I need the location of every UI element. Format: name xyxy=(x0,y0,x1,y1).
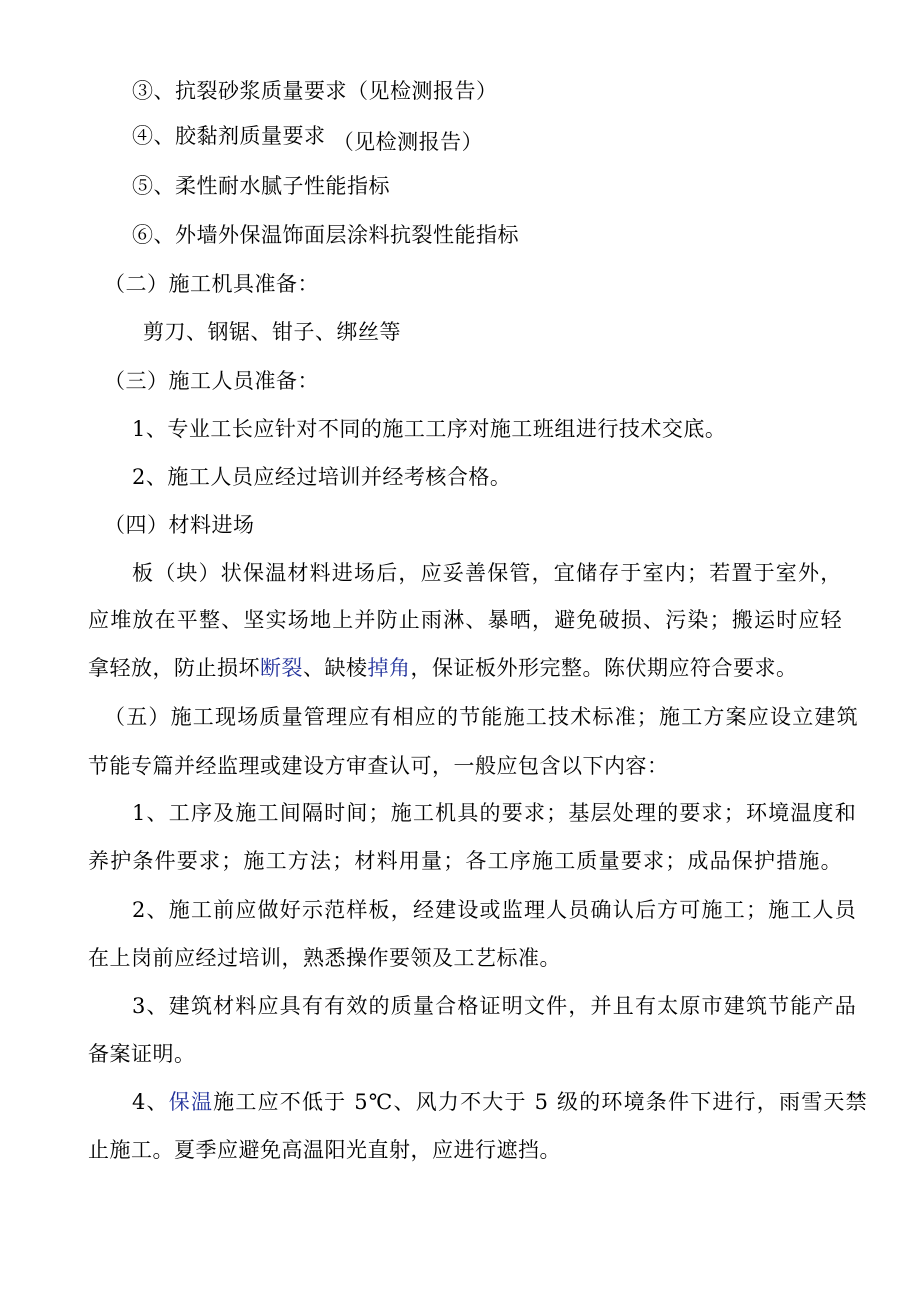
section-3-paragraph-1: 1、专业工长应针对不同的施工工序对施工班组进行技术交底。 xyxy=(132,417,727,441)
section-3-heading: （三）施工人员准备： xyxy=(104,369,319,393)
section-4-line-3-part-b: 、缺棱 xyxy=(303,656,368,680)
section-5-item-4-line-1 xyxy=(132,1088,868,1116)
section-5-line-1: （五）施工现场质量管理应有相应的节能施工技术标准；施工方案应设立建筑 xyxy=(104,705,859,729)
section-5-line-2: 节能专篇并经监理或建设方审查认可，一般应包含以下内容： xyxy=(88,754,669,778)
section-5-item-4-prefix: 4、 xyxy=(132,1090,169,1114)
section-5-item-1-line-1: 1、工序及施工间隔时间；施工机具的要求；基层处理的要求；环境温度和 xyxy=(132,801,857,825)
section-5-item-3-line-1: 3、建筑材料应具有有效的质量合格证明文件，并且有太原市建筑节能产品 xyxy=(132,994,857,1018)
section-5-item-3-line-2: 备案证明。 xyxy=(88,1042,196,1066)
link-diaojiao[interactable]: 掉角 xyxy=(367,656,411,680)
section-5-item-4-rest: 施工应不低于 5℃、风力不大于 5 级的环境条件下进行，雨雪天禁 xyxy=(213,1090,868,1114)
link-duanlie[interactable]: 断裂 xyxy=(260,656,303,680)
section-4-line-3-part-a: 拿轻放，防止损坏 xyxy=(88,656,260,680)
section-3-paragraph-2: 2、施工人员应经过培训并经考核合格。 xyxy=(132,465,512,489)
list-item-3: ③、抗裂砂浆质量要求（见检测报告） xyxy=(132,79,498,103)
section-5-item-4-line-2: 止施工。夏季应避免高温阳光直射，应进行遮挡。 xyxy=(88,1138,561,1162)
section-4-line-1: 板（块）状保温材料进场后，应妥善保管，宜储存于室内；若置于室外， xyxy=(132,561,843,585)
section-4-heading: （四）材料进场 xyxy=(104,513,255,537)
section-4-line-3-part-c: ，保证板外形完整。陈伏期应符合要求。 xyxy=(410,656,798,680)
list-item-4-note: （见检测报告） xyxy=(332,130,484,154)
link-baowen[interactable]: 保温 xyxy=(168,1090,214,1114)
section-5-item-1-line-2: 养护条件要求；施工方法；材料用量；各工序施工质量要求；成品保护措施。 xyxy=(88,849,843,873)
list-item-4-text: ④、胶黏剂质量要求 xyxy=(132,124,333,148)
section-4-line-3 xyxy=(88,654,798,682)
section-5-item-2-line-1: 2、施工前应做好示范样板，经建设或监理人员确认后方可施工；施工人员 xyxy=(132,898,857,922)
list-item-6: ⑥、外墙外保温饰面层涂料抗裂性能指标 xyxy=(132,223,519,247)
section-4-line-2: 应堆放在平整、坚实场地上并防止雨淋、暴晒，避免破损、污染；搬运时应轻 xyxy=(88,608,843,632)
section-2-heading: （二）施工机具准备： xyxy=(104,272,319,296)
list-item-4 xyxy=(132,122,484,154)
section-5-item-2-line-2: 在上岗前应经过培训，熟悉操作要领及工艺标准。 xyxy=(88,946,561,970)
tools-list: 剪刀、钢锯、钳子、绑丝等 xyxy=(143,320,401,344)
list-item-5: ⑤、柔性耐水腻子性能指标 xyxy=(132,174,390,198)
